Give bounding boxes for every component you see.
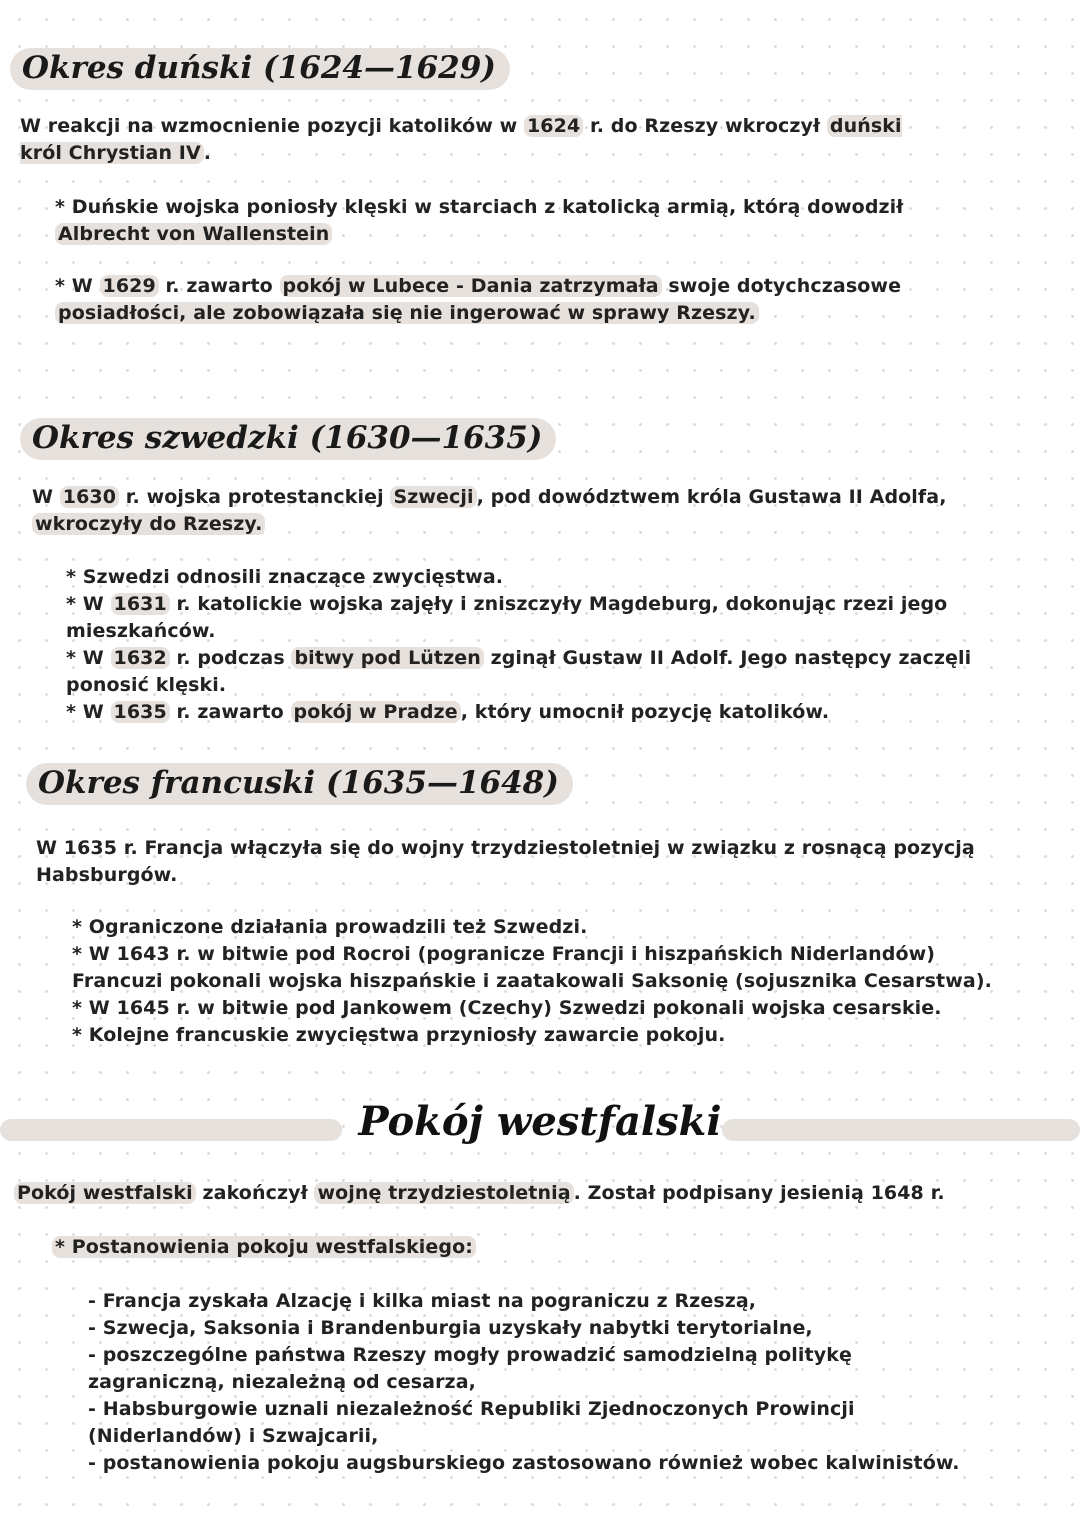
provision-item: - postanowienia pokoju augsburskiego zastosowano również wobec kalwinistów. xyxy=(88,1452,960,1474)
french-period-heading: Okres francuski (1635—1648) xyxy=(26,763,573,805)
danish-bullet-2: * W 1629 r. zawarto pokój w Lubece - Dania zatrzymała swoje dotychczasowe posiadłości, ale zobowiązała się nie ingerować w sprawy Rzeszy. xyxy=(55,275,902,324)
danish-period-heading: Okres duński (1624—1629) xyxy=(10,48,510,90)
westphalia-subheading: * Postanowienia pokoju westfalskiego: xyxy=(52,1234,476,1261)
divider-right xyxy=(722,1119,1080,1141)
provision-item: - Habsburgowie uznali niezależność Republiki Zjednoczonych Prowincji (Niderlandów) i Szwajcarii, xyxy=(88,1398,855,1447)
french-bullet-2: * W 1643 r. w bitwie pod Rocroi (pogranicze Francji i hiszpańskich Niderlandów) Francuzi pokonali wojska hiszpańskie i zaatakowali Saksonię (sojusznika Cesarstwa). xyxy=(72,943,992,992)
swedish-bullet-4: * W 1635 r. zawarto pokój w Pradze , który umocnił pozycję katolików. xyxy=(66,701,830,723)
provision-item: - Francja zyskała Alzację i kilka miast na pograniczu z Rzeszą, xyxy=(88,1290,757,1312)
swedish-bullet-2: * W 1631 r. katolickie wojska zajęły i zniszczyły Magdeburg, dokonując rzezi jego mieszkańców. xyxy=(66,593,948,642)
swedish-bullets xyxy=(66,564,1056,726)
french-bullet-1: * Ograniczone działania prowadzili też Szwedzi. xyxy=(72,916,588,938)
provision-item: - Szwecja, Saksonia i Brandenburgia uzyskały nabytki terytorialne, xyxy=(88,1317,813,1339)
provision-item: - poszczególne państwa Rzeszy mogły prowadzić samodzielną politykę zagraniczną, niezależną od cesarza, xyxy=(88,1344,852,1393)
divider-left xyxy=(0,1119,342,1141)
danish-intro: W reakcji na wzmocnienie pozycji katolików w 1624 r. do Rzeszy wkroczył duński król Chrystian IV . xyxy=(20,115,902,164)
french-bullet-4: * Kolejne francuskie zwycięstwa przyniosły zawarcie pokoju. xyxy=(72,1024,726,1046)
swedish-period-heading: Okres szwedzki (1630—1635) xyxy=(20,418,556,460)
danish-bullet-1: * Duńskie wojska poniosły klęski w starciach z katolicką armią, którą dowodził Albrecht von Wallenstein xyxy=(55,196,904,245)
swedish-bullet-1: * Szwedzi odnosili znaczące zwycięstwa. xyxy=(66,566,504,588)
swedish-intro: W 1630 r. wojska protestanckiej Szwecji , pod dowództwem króla Gustawa II Adolfa, wkroczyły do Rzeszy. xyxy=(32,486,947,535)
french-bullets xyxy=(72,914,1032,1049)
westphalia-heading: Pokój westfalski xyxy=(358,1098,722,1145)
westphalia-intro: Pokój westfalski zakończył wojnę trzydziestoletnią . Został podpisany jesienią 1648 r. xyxy=(14,1180,1064,1207)
french-intro: W 1635 r. Francja włączyła się do wojny trzydziestoletniej w związku z rosnącą pozycją Habsburgów. xyxy=(36,837,975,886)
french-bullet-3: * W 1645 r. w bitwie pod Jankowem (Czechy) Szwedzi pokonali wojska cesarskie. xyxy=(72,997,942,1019)
swedish-bullet-3: * W 1632 r. podczas bitwy pod Lützen zginął Gustaw II Adolf. Jego następcy zaczęli ponosić klęski. xyxy=(66,647,972,696)
westphalia-provisions-list xyxy=(88,1288,988,1477)
